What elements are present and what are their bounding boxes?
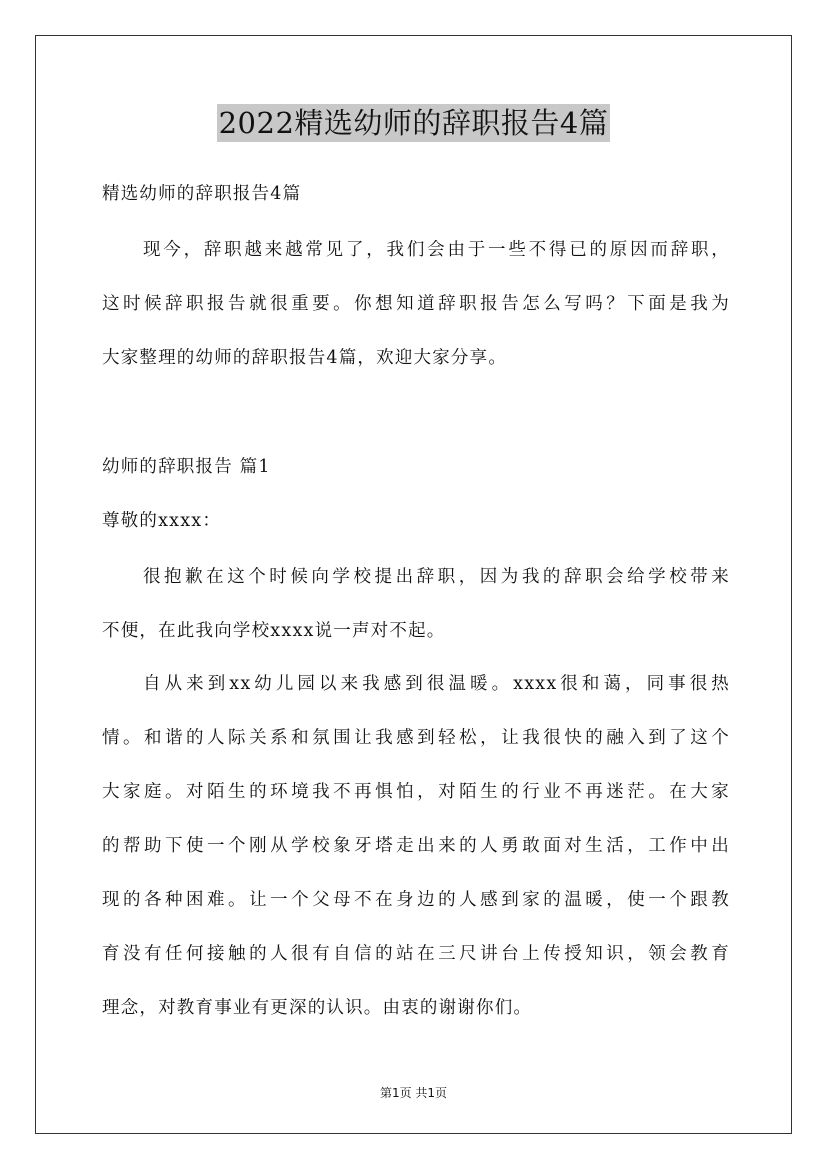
intro-line: 这时候辞职报告就很重要。你想知道辞职报告怎么写吗？下面是我为 xyxy=(102,294,730,314)
paragraph-line: 现的各种困难。让一个父母不在身边的人感到家的温暖，使一个跟教 xyxy=(102,890,730,910)
paragraph-line: 理念，对教育事业有更深的认识。由衷的谢谢你们。 xyxy=(102,998,533,1018)
document-subtitle: 精选幼师的辞职报告4篇 xyxy=(102,184,302,204)
paragraph-line: 不便，在此我向学校xxxx说一声对不起。 xyxy=(102,621,446,641)
document-title: 2022精选幼师的辞职报告4篇 xyxy=(218,106,609,140)
paragraph-line: 育没有任何接触的人很有自信的站在三尺讲台上传授知识，领会教育 xyxy=(102,944,730,964)
paragraph-line: 很抱歉在这个时候向学校提出辞职，因为我的辞职会给学校带来 xyxy=(143,567,730,587)
salutation: 尊敬的xxxx： xyxy=(102,511,222,531)
title-container xyxy=(0,104,827,142)
intro-line: 大家整理的幼师的辞职报告4篇，欢迎大家分享。 xyxy=(102,348,508,368)
paragraph-line: 自从来到xx幼儿园以来我感到很温暖。xxxx很和蔼，同事很热 xyxy=(143,674,730,694)
intro-line: 现今，辞职越来越常见了，我们会由于一些不得已的原因而辞职， xyxy=(143,240,730,260)
section-heading: 幼师的辞职报告 篇1 xyxy=(102,457,271,477)
paragraph-line: 的帮助下使一个刚从学校象牙塔走出来的人勇敢面对生活，工作中出 xyxy=(102,836,730,856)
page-footer: 第1页 共1页 xyxy=(379,1086,448,1100)
paragraph-line: 情。和谐的人际关系和氛围让我感到轻松，让我很快的融入到了这个 xyxy=(102,728,730,748)
paragraph-line: 大家庭。对陌生的环境我不再惧怕，对陌生的行业不再迷茫。在大家 xyxy=(102,782,730,802)
